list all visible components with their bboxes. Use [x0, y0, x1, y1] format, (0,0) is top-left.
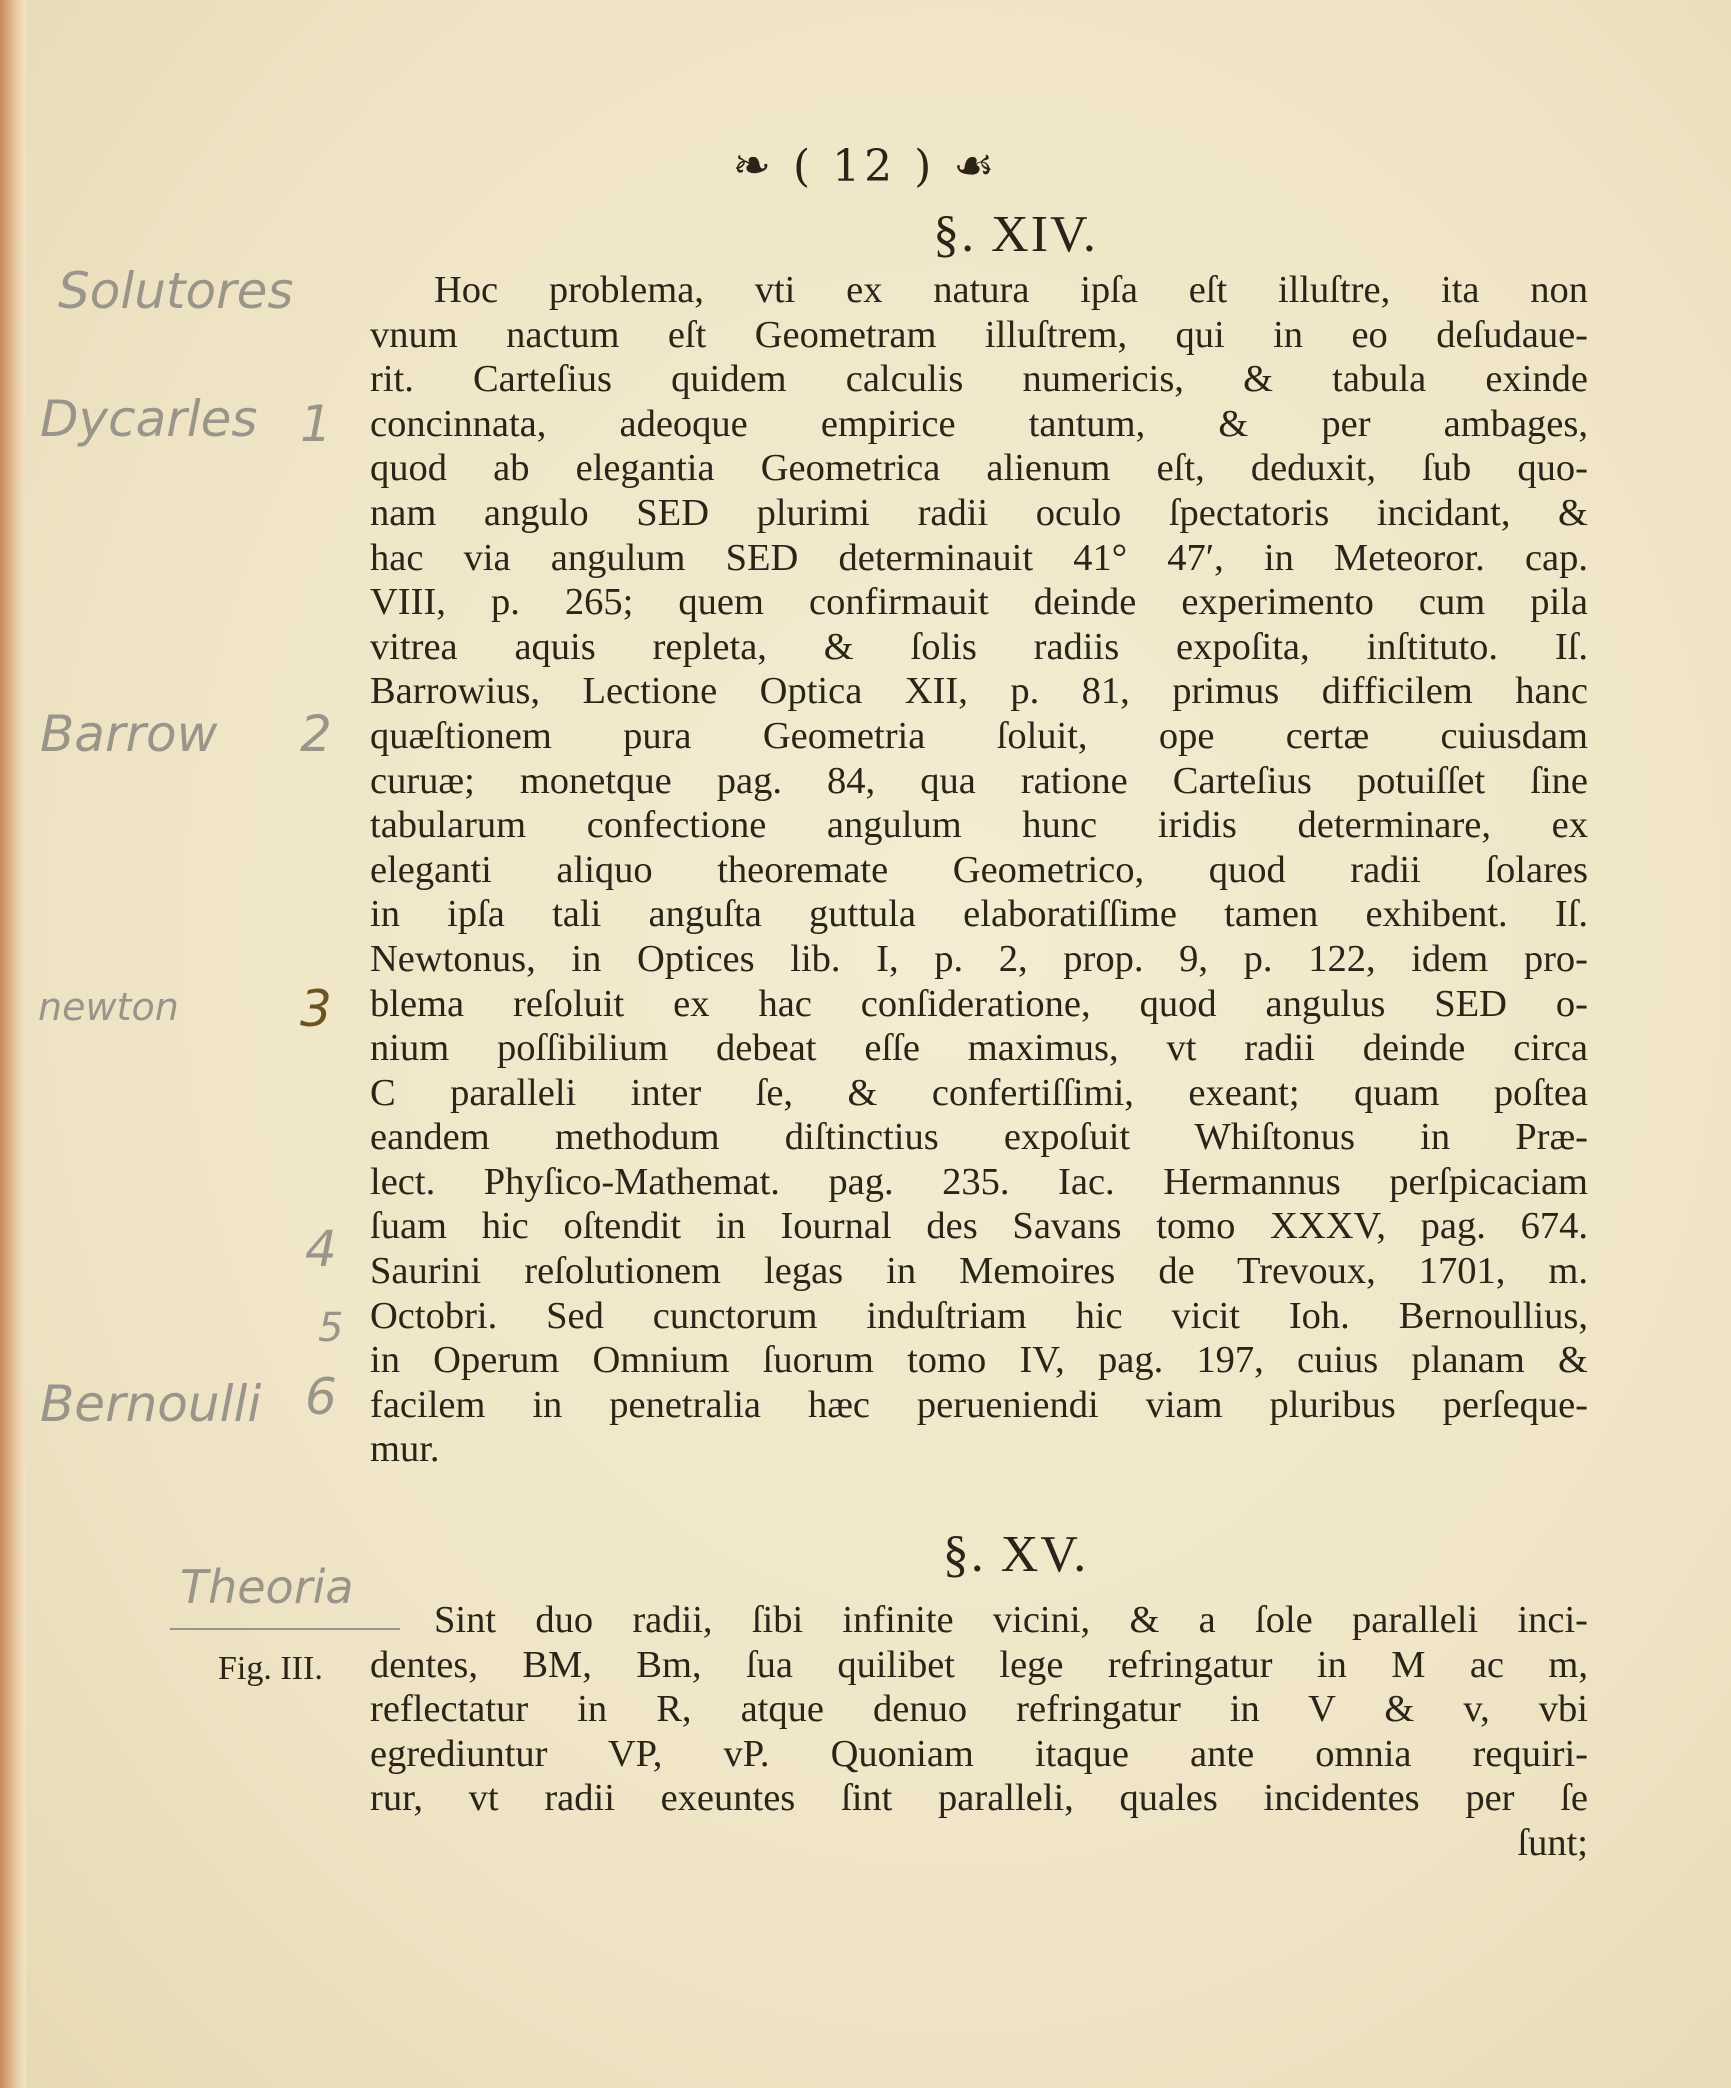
- text-line: in Operum Omnium ſuorum tomo IV, pag. 197, cuius planam &: [370, 1339, 1588, 1382]
- margin-note: Solutores: [58, 262, 294, 320]
- text-line: VIII, p. 265; quem confirmauit deinde experimento cum pila: [370, 581, 1588, 624]
- text-line: in ipſa tali anguſta guttula elaboratiſſime tamen exhibent. Iſ.: [370, 893, 1588, 936]
- margin-note: Theoria: [180, 1560, 354, 1614]
- text-line: Barrowius, Lectione Optica XII, p. 81, primus difficilem hanc: [370, 670, 1588, 713]
- text-line: nam angulo SED plurimi radii oculo ſpectatoris incidant, &: [370, 491, 1588, 534]
- text-line: vnum nactum eſt Geometram illuſtrem, qui in eo deſudaue-: [370, 313, 1588, 356]
- text-line: facilem in penetralia hæc perueniendi viam pluribus perſeque-: [370, 1383, 1588, 1426]
- text-line: Sint duo radii, ſibi infinite vicini, & a ſole paralleli inci-: [434, 1599, 1588, 1641]
- text-line: Hoc problema, vti ex natura ipſa eſt illuſtre, ita non: [434, 269, 1588, 311]
- running-head: [0, 138, 1731, 192]
- margin-note: 5: [318, 1305, 344, 1351]
- margin-note: Barrow: [40, 705, 218, 763]
- margin-note: Dycarles: [40, 390, 258, 448]
- text-line: ſunt;: [1517, 1821, 1588, 1864]
- text-line: tabularum confectione angulum hunc iridis determinare, ex: [370, 804, 1588, 847]
- text-line: mur.: [370, 1428, 440, 1471]
- text-line: lect. Phyſico-Mathemat. pag. 235. Iac. Hermannus perſpicaciam: [370, 1160, 1588, 1203]
- ornament-left-icon: ❧: [732, 138, 775, 192]
- margin-underline: [170, 1628, 400, 1630]
- section-14-body: [370, 268, 1588, 1472]
- text-line: eandem methodum diſtinctius expoſuit Whiſtonus in Præ-: [370, 1116, 1588, 1159]
- figure-reference: Fig. III.: [218, 1650, 323, 1687]
- margin-note: 3: [300, 980, 332, 1038]
- text-line: curuæ; monetque pag. 84, qua ratione Carteſius potuiſſet ſine: [370, 759, 1588, 802]
- text-line: Octobri. Sed cunctorum induſtriam hic vicit Ioh. Bernoullius,: [370, 1294, 1588, 1337]
- margin-note: 6: [305, 1368, 337, 1426]
- text-line: rit. Carteſius quidem calculis numericis, & tabula exinde: [370, 358, 1588, 401]
- text-line: Saurini reſolutionem legas in Memoires de Trevoux, 1701, m.: [370, 1250, 1588, 1293]
- text-line: blema reſoluit ex hac conſideratione, quod angulus SED o-: [370, 982, 1588, 1025]
- text-line: quod ab elegantia Geometrica alienum eſt, deduxit, ſub quo-: [370, 447, 1588, 490]
- margin-note: Bernoulli: [40, 1375, 262, 1433]
- text-line: dentes, BM, Bm, ſua quilibet lege refringatur in M ac m,: [370, 1643, 1588, 1686]
- page-number: ( 12 ): [793, 141, 936, 192]
- text-line: concinnata, adeoque empirice tantum, & per ambages,: [370, 402, 1588, 445]
- text-line: rur, vt radii exeuntes ſint paralleli, quales incidentes per ſe: [370, 1777, 1588, 1820]
- text-line: C paralleli inter ſe, & confertiſſimi, exeant; quam poſtea: [370, 1071, 1588, 1114]
- text-line: vitrea aquis repleta, & ſolis radiis expoſita, inſtituto. Iſ.: [370, 625, 1588, 668]
- text-line: egrediuntur VP, vP. Quoniam itaque ante omnia requiri-: [370, 1732, 1588, 1775]
- section-15-title: §. XV.: [942, 1526, 1089, 1583]
- text-line: ſuam hic oſtendit in Iournal des Savans tomo XXXV, pag. 674.: [370, 1205, 1588, 1248]
- margin-note: 4: [305, 1220, 337, 1278]
- text-line: nium poſſibilium debeat eſſe maximus, vt radii deinde circa: [370, 1027, 1588, 1070]
- text-line: Newtonus, in Optices lib. I, p. 2, prop. 9, p. 122, idem pro-: [370, 937, 1588, 980]
- ornament-right-icon: ☙: [953, 138, 999, 192]
- text-line: eleganti aliquo theoremate Geometrico, quod radii ſolares: [370, 848, 1588, 891]
- text-line: quæſtionem pura Geometria ſoluit, ope certæ cuiusdam: [370, 714, 1588, 757]
- margin-note: 1: [300, 395, 332, 453]
- text-line: reflectatur in R, atque denuo refringatur in V & v, vbi: [370, 1688, 1588, 1731]
- margin-note: newton: [38, 985, 179, 1029]
- text-line: hac via angulum SED determinauit 41° 47′, in Meteoror. cap.: [370, 536, 1588, 579]
- page-edge: [0, 0, 26, 2088]
- margin-note: 2: [300, 705, 332, 763]
- section-15-body: [370, 1598, 1588, 1866]
- section-14-title: §. XIV.: [933, 206, 1098, 263]
